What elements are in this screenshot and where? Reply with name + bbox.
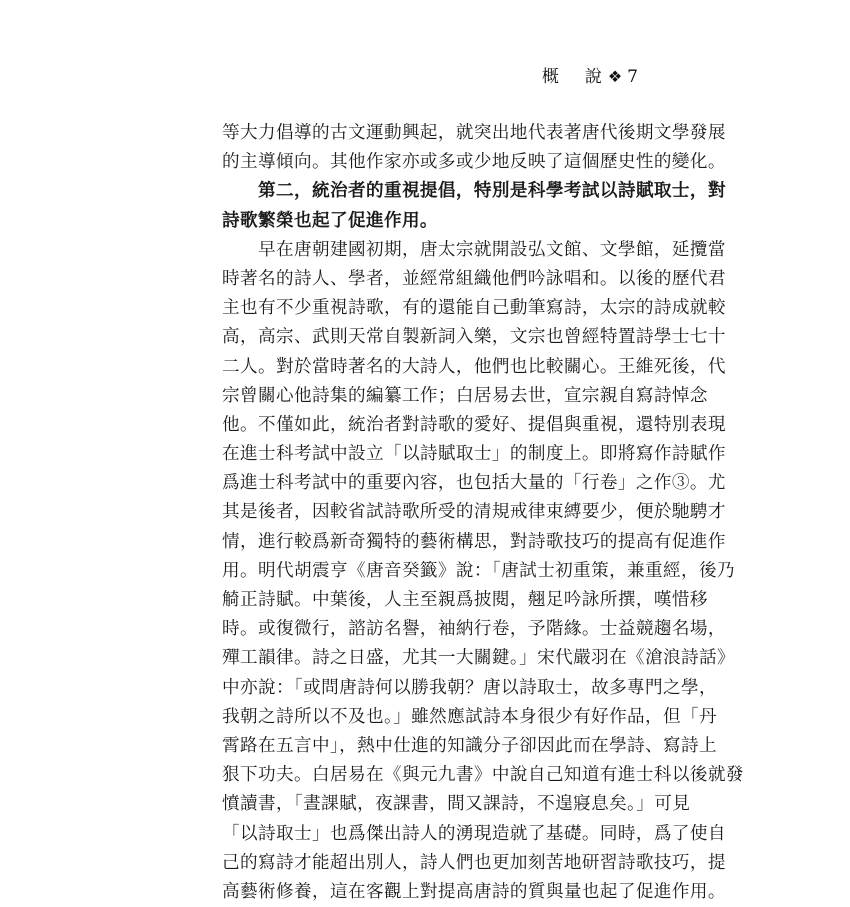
text-line: 爲進士科考試中的重要內容，也包括大量的「行卷」之作③。尤 [222,473,726,494]
paragraph-bold [222,177,726,235]
text-line: 我朝之詩所以不及也。」雖然應試詩本身很少有好作品，但「丹 [222,706,718,727]
paragraph [222,119,726,177]
header-title-part1: 概 [541,67,561,87]
text-line: 其是後者，因較省試詩歌所受的清規戒律束縛要少，便於馳騁才 [222,502,726,523]
text-line: 宗曾關心他詩集的編纂工作；白居易去世，宣宗親自寫詩悼念 [222,385,708,406]
text-line: 時著名的詩人、學者，並經常組織他們吟詠唱和。以後的歷代君 [222,268,726,289]
body-text [222,119,744,907]
text-line: 憤讀書，「晝課賦，夜課書，間又課詩，不遑寢息矣。」可見 [222,794,691,815]
text-line: 「以詩取士」也爲傑出詩人的湧現造就了基礎。同時，爲了使自 [222,823,726,844]
text-line: 的主導傾向。其他作家亦或多或少地反映了這個歷史性的變化。 [222,152,726,173]
text-line: 中亦說：「或問唐詩何以勝我朝？唐以詩取士，故多專門之學， [222,677,718,698]
text-line: 在進士科考試中設立「以詩賦取士」的制度上。即將寫作詩賦作 [222,444,726,465]
paragraph [222,236,744,907]
text-line: 情，進行較爲新奇獨特的藝術構思，對詩歌技巧的提高有促進作 [222,531,726,552]
text-line: 觭正詩賦。中葉後，人主至親爲披閱，翹足吟詠所撰，嘆惜移 [222,590,708,610]
text-line: 高，高宗、武則天常自製新詞入樂，文宗也曾經特置詩學士七十 [222,327,726,348]
text-line: 狠下功夫。白居易在《與元九書》中說自己知道有進士科以後就發 [222,765,744,786]
text-line: 霄路在五言中」，熱中仕進的知識分子卻因此而在學詩、寫詩上 [222,735,718,756]
text-line: 時。或復微行，諮訪名譽，袖納行卷，予階緣。士益競趨名場， [222,619,726,640]
running-header [542,62,640,87]
text-line: 主也有不少重視詩歌，有的還能自己動筆寫詩，太宗的詩成就較 [222,298,726,319]
text-line: 用。明代胡震亨《唐音癸籤》說：「唐試士初重策，兼重經，後乃 [222,560,736,581]
text-line: 早在唐朝建國初期，唐太宗就開設弘文館、文學館，延攬當 [222,239,726,260]
text-line-bold: 第二，統治者的重視提倡，特別是科學考試以詩賦取士，對 [222,181,726,202]
text-line: 二人。對於當時著名的大詩人，他們也比較關心。王維死後，代 [222,356,726,377]
header-title-part2: 說 [584,67,604,87]
text-line-bold: 詩歌繁榮也起了促進作用。 [222,210,438,231]
text-line: 等大力倡導的古文運動興起，就突出地代表著唐代後期文學發展 [222,123,726,143]
text-line: 殫工韻律。詩之日盛，尤其一大關鍵。」宋代嚴羽在《滄浪詩話》 [222,648,736,669]
text-line: 他。不僅如此，統治者對詩歌的愛好、提倡與重視，還特別表現 [222,414,726,435]
text-line: 己的寫詩才能超出別人，詩人們也更加刻苦地研習詩歌技巧，提 [222,852,726,873]
text-line: 高藝術修養，這在客觀上對提高唐詩的質與量也起了促進作用。 [222,881,726,902]
header-ornament: ❖ [607,67,625,86]
page-number: 7 [627,67,640,87]
